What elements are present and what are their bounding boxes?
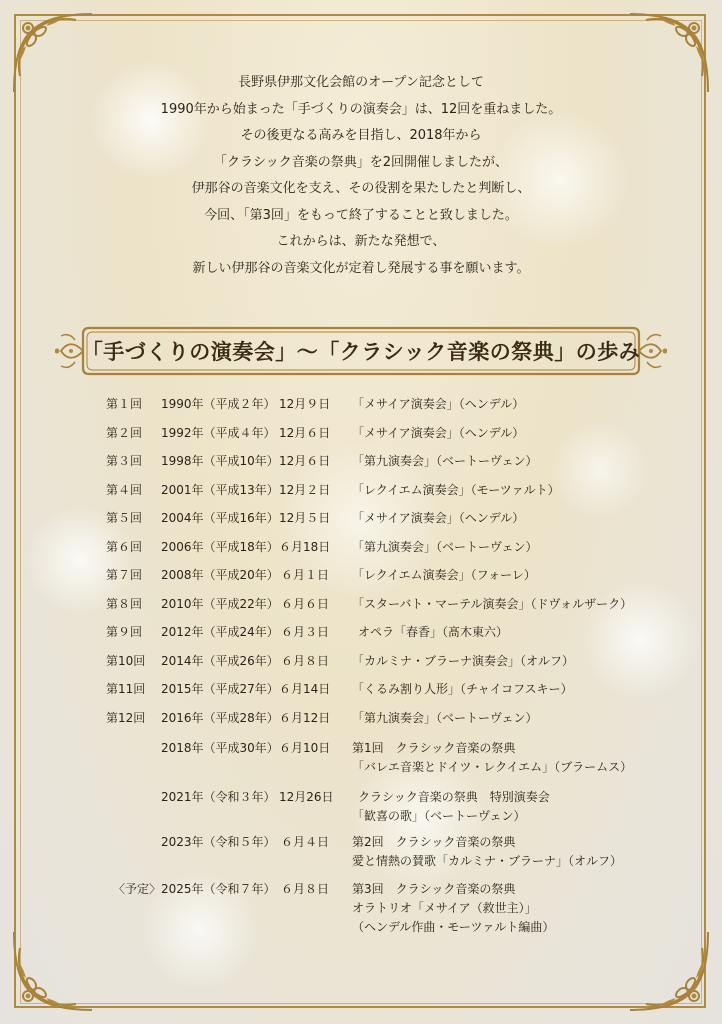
concert-year: 2004年（平成16年） [161,511,279,525]
concert-subtitle: 愛と情熱の賛歌「カルミナ・ブラーナ」（オルフ） [352,854,623,868]
concert-year: 2001年（平成13年） [161,483,279,497]
concert-date: 12月26日 [279,790,334,804]
festival-item [0,739,722,779]
concert-subtitle: オラトリオ「メサイア（救世主）」 [352,901,537,915]
concert-year: 2018年（平成30年） [161,741,279,755]
intro-line: 新しい伊那谷の音楽文化が定着し発展する事を願います。 [192,260,530,276]
intro-line: その後更なる高みを目指し、2018年から [240,128,482,143]
concert-date: ６月18日 [279,540,331,554]
intro-line: 伊那谷の音楽文化を支え、その役割を果たしたと判断し、 [191,181,531,196]
list-item [0,451,722,471]
concert-title: 「第九演奏会」（ベートーヴェン） [352,540,538,554]
concert-date: 12月２日 [279,483,331,497]
concert-subtitle: 「バレエ音楽とドイツ・レクイエム」（ブラームス） [352,760,633,774]
intro-line: これからは、新たな発想で、 [276,234,446,249]
concert-number: 第６回 [106,540,143,554]
concert-subtitle: （ヘンデル作曲・モーツァルト編曲） [352,920,555,934]
concert-date: 12月６日 [279,454,331,468]
concert-date: 12月６日 [279,426,331,440]
concert-title: 「第九演奏会」（ベートーヴェン） [352,454,538,468]
intro-text [60,70,662,282]
list-item [0,651,722,671]
concert-date: ６月８日 [280,654,329,668]
concert-year: 2015年（平成27年） [161,682,279,696]
list-item [0,537,722,557]
concert-date: ６月３日 [280,625,329,639]
concert-title: クラシック音楽の祭典 特別演奏会 [358,790,550,804]
concert-year: 2025年（令和７年） [161,882,276,896]
list-item [0,508,722,528]
concert-title: 「レクイエム演奏会」（フォーレ） [352,568,536,582]
scheduled-label: 〈予定〉 [113,882,162,896]
section-title: 「手づくりの演奏会」〜「クラシック音楽の祭典」の歩み [81,339,641,364]
concert-date: 12月９日 [279,397,331,411]
concert-year: 2008年（平成20年） [161,568,279,582]
concert-number: 第３回 [106,454,143,468]
concert-number: 第11回 [106,682,146,696]
concert-title: 「くるみ割り人形」（チャイコフスキー） [352,682,573,696]
concert-number: 第９回 [106,625,143,639]
concert-date: ６月８日 [280,882,329,896]
concert-year: 2010年（平成22年） [161,597,279,611]
concert-date: 12月５日 [279,511,331,525]
intro-line: 「クラシック音楽の祭典」を2回開催しましたが、 [213,154,508,170]
concert-year: 1990年（平成２年） [161,397,276,411]
list-item [0,708,722,728]
concert-number: 第７回 [106,568,143,582]
concert-title: 「メサイア演奏会」（ヘンデル） [352,511,525,525]
concert-title: 「メサイア演奏会」（ヘンデル） [352,397,525,411]
concert-title: 第3回 クラシック音楽の祭典 [352,882,516,896]
concert-year: 2006年（平成18年） [161,540,279,554]
intro-line: 長野県伊那文化会館のオープン記念として [238,75,484,90]
concert-title: 第1回 クラシック音楽の祭典 [352,741,516,755]
concert-title: 「メサイア演奏会」（ヘンデル） [352,426,525,440]
concert-subtitle: 「歓喜の歌」（ベートーヴェン） [352,809,526,823]
list-item [0,679,722,699]
concert-number: 第１回 [106,397,143,411]
concert-number: 第12回 [106,711,146,725]
list-item [0,594,722,614]
concert-date: ６月12日 [279,711,331,725]
list-item [0,480,722,500]
concert-year: 1992年（平成４年） [161,426,276,440]
section-banner [55,322,667,380]
concert-title: 「第九演奏会」（ベートーヴェン） [352,711,538,725]
concert-year: 2021年（令和３年） [161,790,276,804]
festival-item [0,788,722,828]
concert-title: 第2回 クラシック音楽の祭典 [352,835,516,849]
concert-date: ６月６日 [280,597,329,611]
concert-number: 第２回 [106,426,143,440]
concert-year: 1998年（平成10年） [161,454,279,468]
concert-number: 第５回 [106,511,143,525]
concert-date: ６月１日 [280,568,329,582]
festival-item [0,833,722,873]
concert-title: 「スターバト・マーテル演奏会」（ドヴォルザーク） [352,597,633,611]
concert-number: 第８回 [106,597,143,611]
list-item [0,565,722,585]
concert-number: 第10回 [106,654,146,668]
concert-year: 2023年（令和５年） [161,835,276,849]
intro-line: 今回、「第3回」をもって終了することと致しました。 [204,207,518,223]
list-item [0,622,722,642]
concert-date: ６月14日 [279,682,331,696]
concert-number: 第４回 [106,483,143,497]
festival-item [0,880,722,940]
concert-date: ６月４日 [280,835,329,849]
intro-line: 1990年から始まった「手づくりの演奏会」は、12回を重ねました。 [160,101,562,117]
list-item [0,394,722,414]
concert-year: 2014年（平成26年） [161,654,279,668]
concert-title: オペラ「春香」（髙木東六） [358,625,509,639]
concert-date: ６月10日 [279,741,331,755]
concert-title: 「レクイエム演奏会」（モーツァルト） [352,483,560,497]
concert-title: 「カルミナ・ブラーナ演奏会」（オルフ） [352,654,575,668]
concert-year: 2012年（平成24年） [161,625,279,639]
list-item [0,423,722,443]
concert-year: 2016年（平成28年） [161,711,279,725]
